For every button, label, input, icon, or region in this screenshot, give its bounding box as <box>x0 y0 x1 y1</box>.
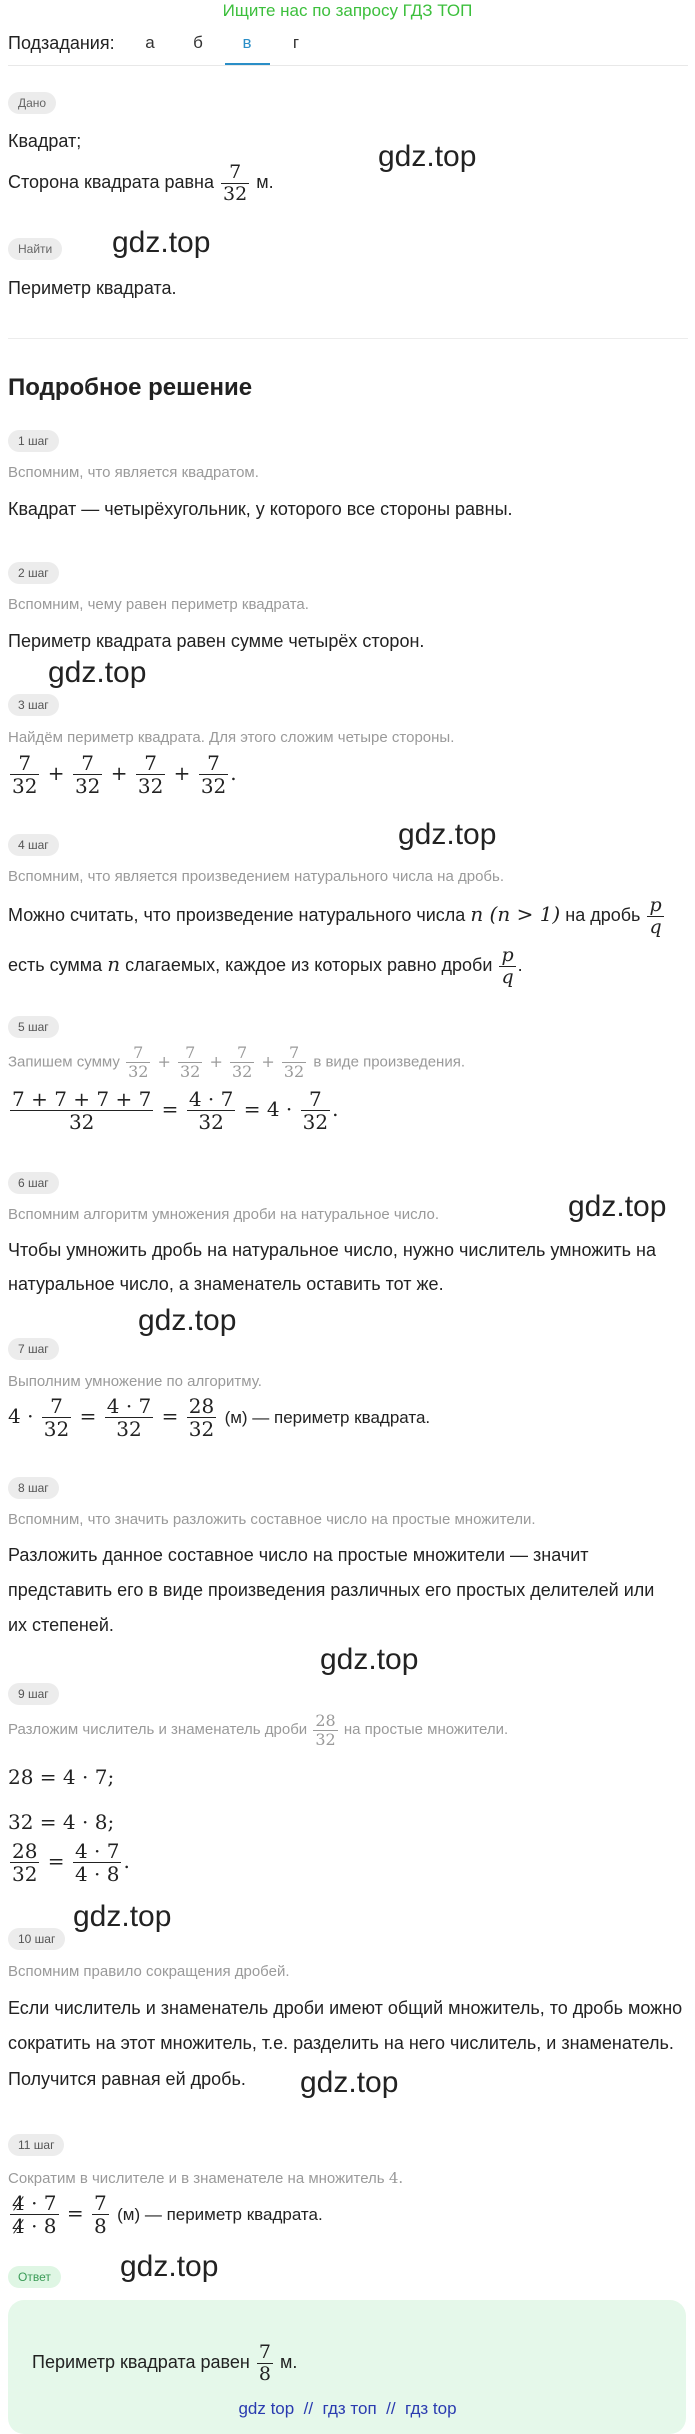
step-10-hint: Вспомним правило сокращения дробей. <box>8 1963 290 1980</box>
step-2-badge: 2 шаг <box>8 562 59 584</box>
subtasks-label: Подзадания: <box>8 33 115 53</box>
given-line-2: Сторона квадрата равна $\frac{7}{32}$ м. <box>8 161 274 205</box>
step-1-text: Квадрат — четырёхугольник, у которого все стороны равны. <box>8 499 513 519</box>
step-6-text-1: Чтобы умножить дробь на натуральное число, нужно числитель умножить на <box>8 1240 656 1260</box>
watermark: gdz.top <box>378 140 477 173</box>
step-3-formula: $\frac{7}{32}$ + $\frac{7}{32}$ + $\frac{7}{32}$ + $\frac{7}{32}$ . <box>12 751 237 798</box>
given-badge: Дано <box>8 92 56 114</box>
find-text: Периметр квадрата. <box>8 278 177 298</box>
step-9-hint: Разложим числитель и знаменатель дроби $\frac{28}{32}$ на простые множители. <box>8 1711 509 1749</box>
step-5-formula: $\frac{7 + 7 + 7 + 7}{32}$ = $\frac{4 \cdot 7}{32}$ = 4 · $\frac{7}{32}$ . <box>12 1087 339 1134</box>
tab-b[interactable]: б <box>193 33 203 52</box>
step-9-formula: $\frac{28}{32}$ = $\frac{4 \cdot 7}{4 \cdot 8}$ . <box>12 1839 130 1886</box>
step-1-hint: Вспомним, что является квадратом. <box>8 464 259 481</box>
watermark: gdz.top <box>568 1190 667 1223</box>
solution-heading: Подробное решение <box>8 374 253 401</box>
step-2-hint: Вспомним, чему равен периметр квадрата. <box>8 596 309 613</box>
answer-text: Периметр квадрата равен $\frac{7}{8}$ м. <box>32 2341 298 2385</box>
given-line-1: Квадрат; <box>8 131 82 151</box>
step-3-badge: 3 шаг <box>8 694 59 716</box>
watermark: gdz.top <box>138 1304 237 1337</box>
tab-v[interactable]: в <box>242 33 252 52</box>
step-9-eq-2: 32 = 4 · 8; <box>8 1810 115 1834</box>
watermark: gdz.top <box>398 818 497 851</box>
step-11-hint: Сократим в числителе и в знаменателе на множитель 4. <box>8 2169 404 2187</box>
step-6-badge: 6 шаг <box>8 1172 59 1194</box>
watermark: gdz.top <box>120 2250 219 2283</box>
step-6-text-2: натуральное число, а знаменатель оставить тот же. <box>8 1274 444 1294</box>
watermark: gdz.top <box>112 226 211 259</box>
step-10-badge: 10 шаг <box>8 1928 65 1950</box>
step-8-text-1: Разложить данное составное число на простые множители — значит <box>8 1545 589 1565</box>
step-8-hint: Вспомним, что значить разложить составное число на простые множители. <box>8 1511 536 1528</box>
step-7-badge: 7 шаг <box>8 1338 59 1360</box>
step-10-text-2: сократить на этот множитель, т.е. разделить на него числитель, и знаменатель. <box>8 2033 674 2053</box>
search-banner: Ищите нас по запросу ГДЗ ТОП <box>222 1 473 20</box>
step-1-badge: 1 шаг <box>8 430 59 452</box>
step-9-badge: 9 шаг <box>8 1683 59 1705</box>
step-10-text-3: Получится равная ей дробь. <box>8 2069 246 2089</box>
step-5-badge: 5 шаг <box>8 1016 59 1038</box>
answer-badge: Ответ <box>8 2266 61 2288</box>
tab-g[interactable]: г <box>292 33 300 52</box>
tabs-divider <box>8 65 688 66</box>
step-6-hint: Вспомним алгоритм умножения дроби на натуральное число. <box>8 1206 440 1223</box>
step-2-text: Периметр квадрата равен сумме четырёх сторон. <box>8 631 425 651</box>
step-7-formula: 4 · $\frac{7}{32}$ = $\frac{4 \cdot 7}{32}$ = $\frac{28}{32}$ (м) — периметр квадрата. <box>8 1394 431 1441</box>
step-11-badge: 11 шаг <box>8 2134 64 2156</box>
watermark: gdz.top <box>48 656 147 689</box>
step-7-hint: Выполним умножение по алгоритму. <box>8 1373 262 1390</box>
step-9-eq-1: 28 = 4 · 7; <box>8 1765 115 1789</box>
step-8-badge: 8 шаг <box>8 1477 59 1499</box>
watermark: gdz.top <box>73 1900 172 1933</box>
step-4-badge: 4 шаг <box>8 834 59 856</box>
tab-a[interactable]: а <box>145 33 155 52</box>
watermark: gdz.top <box>320 1643 419 1676</box>
step-5-hint: Запишем сумму $\frac{7}{32}$ + $\frac{7}{32}$ + $\frac{7}{32}$ + $\frac{7}{32}$ в виде произведения. <box>8 1043 465 1081</box>
step-11-formula: $\frac{4 \cdot 7}{4 \cdot 8}$ = $\frac{7}{8}$ (м) — периметр квадрата. <box>12 2191 323 2238</box>
step-4-text-1: Можно считать, что произведение натурального числа n (n > 1) на дробь $\frac{p}{q}$ <box>8 894 662 938</box>
watermark: gdz.top <box>300 2066 399 2099</box>
step-8-text-2: представить его в виде произведения различных его простых делителей или <box>8 1580 655 1600</box>
step-4-text-2: есть сумма n слагаемых, каждое из которых равно дроби $\frac{p}{q}$ . <box>8 944 523 988</box>
step-3-hint: Найдём периметр квадрата. Для этого сложим четыре стороны. <box>8 729 455 746</box>
step-4-hint: Вспомним, что является произведением натурального числа на дробь. <box>8 868 504 885</box>
step-8-text-3: их степеней. <box>8 1615 114 1635</box>
section-divider <box>8 338 688 339</box>
footer-links[interactable]: gdz top // гдз топ // гдз top <box>238 2399 457 2418</box>
step-10-text-1: Если числитель и знаменатель дроби имеют общий множитель, то дробь можно <box>8 1998 683 2018</box>
find-badge: Найти <box>8 238 62 260</box>
